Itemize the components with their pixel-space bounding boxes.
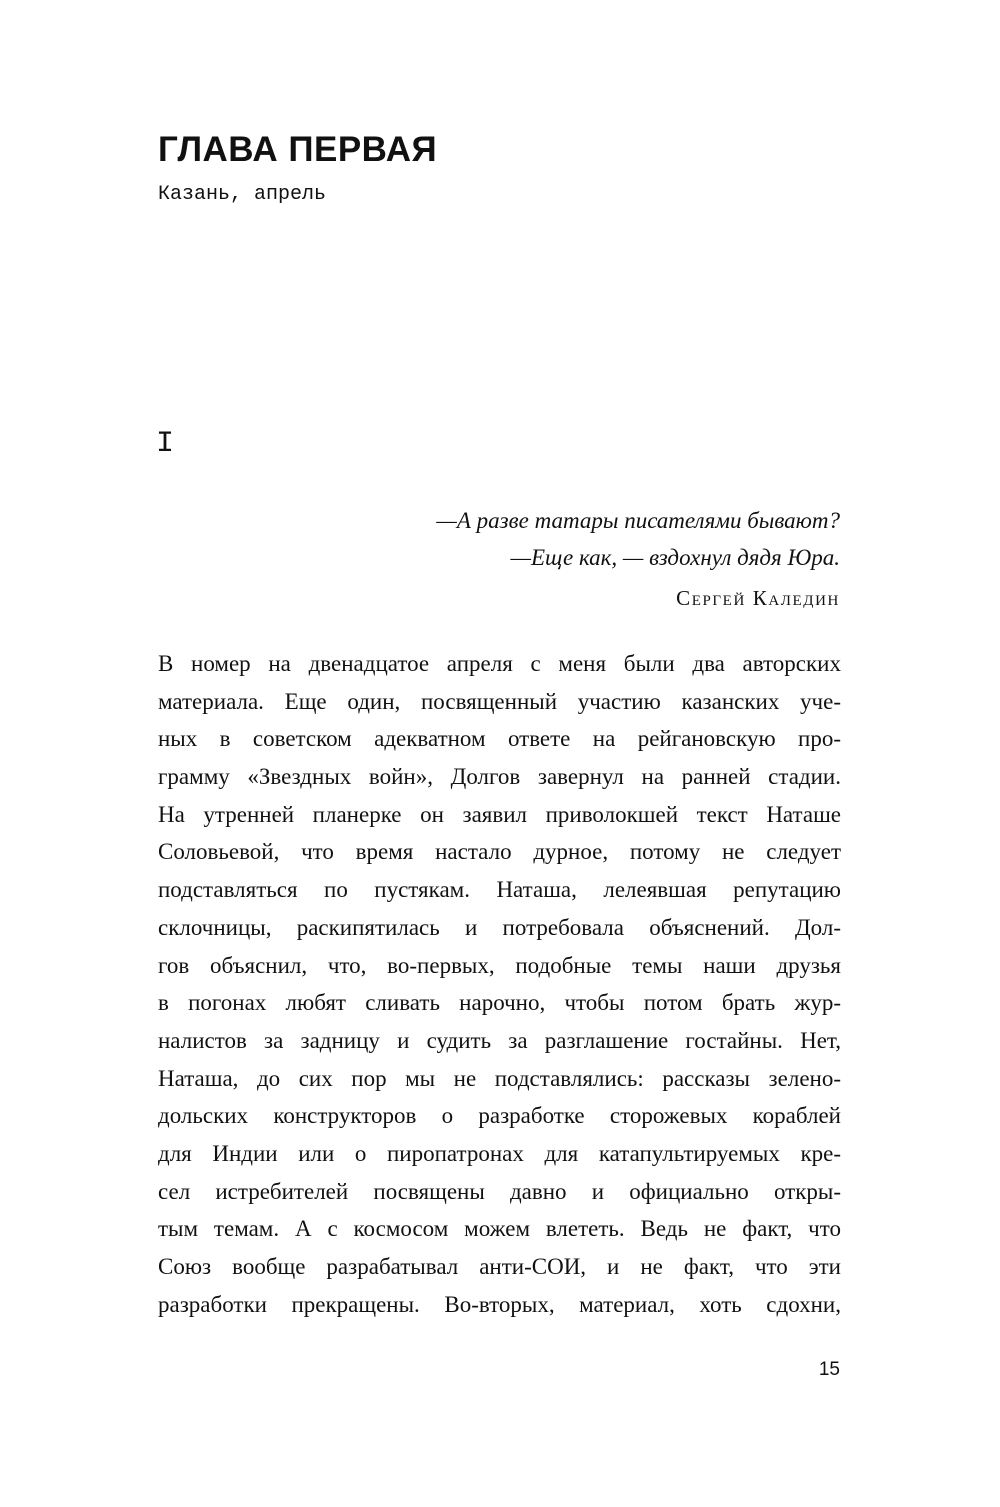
body-line: гов объяснил, что, во-первых, подобные темы наши друзья <box>158 952 841 978</box>
body-line: В номер на двенадцатое апреля с меня были два авторских <box>158 651 841 676</box>
body-line: ных в советском адекватном ответе на рейгановскую про- <box>158 726 841 752</box>
chapter-title: ГЛАВА ПЕРВАЯ <box>158 130 438 169</box>
body-line: тым темам. А с космосом можем влететь. Ведь не факт, что <box>158 1216 841 1242</box>
body-line: налистов за задницу и судить за разглашение гостайны. Нет, <box>158 1027 841 1053</box>
body-line: для Индии или о пиропатронах для катапультируемых кре- <box>158 1140 841 1166</box>
body-line: разработки прекращены. Во-вторых, материал, хоть сдохни, <box>158 1291 841 1317</box>
body-line: в погонах любят сливать нарочно, чтобы потом брать жур- <box>158 990 841 1016</box>
body-line: Соловьевой, что время настало дурное, потому не следует <box>158 839 841 865</box>
section-numeral: I <box>156 427 175 461</box>
epigraph-line: —Еще как, — вздохнул дядя Юра. <box>510 545 840 570</box>
page-number: 15 <box>818 1359 840 1380</box>
body-text <box>158 645 841 1323</box>
epigraph-line: —А разве татары писателями бывают? <box>436 508 840 533</box>
body-line: склочницы, раскипятилась и потребовала объяснений. Дол- <box>158 914 841 940</box>
chapter-subtitle: Казань, апрель <box>158 183 327 206</box>
body-line: Наташа, до сих пор мы не подставлялись: рассказы зелено- <box>158 1065 841 1091</box>
body-line: дольских конструкторов о разработке сторожевых кораблей <box>158 1103 841 1129</box>
body-line: На утренней планерке он заявил приволокшей текст Наташе <box>158 801 841 827</box>
epigraph <box>220 502 840 617</box>
body-line: материала. Еще один, посвященный участию казанских уче- <box>158 688 841 714</box>
body-line: Союз вообще разрабатывал анти-СОИ, и не факт, что эти <box>158 1254 841 1279</box>
body-line: сел истребителей посвящены давно и официально откры- <box>158 1178 841 1204</box>
body-line: грамму «Звездных войн», Долгов завернул на ранней стадии. <box>158 764 841 790</box>
body-line: подставляться по пустякам. Наташа, лелеявшая репутацию <box>158 877 841 903</box>
epigraph-author: Сергей Каледин <box>676 586 840 610</box>
